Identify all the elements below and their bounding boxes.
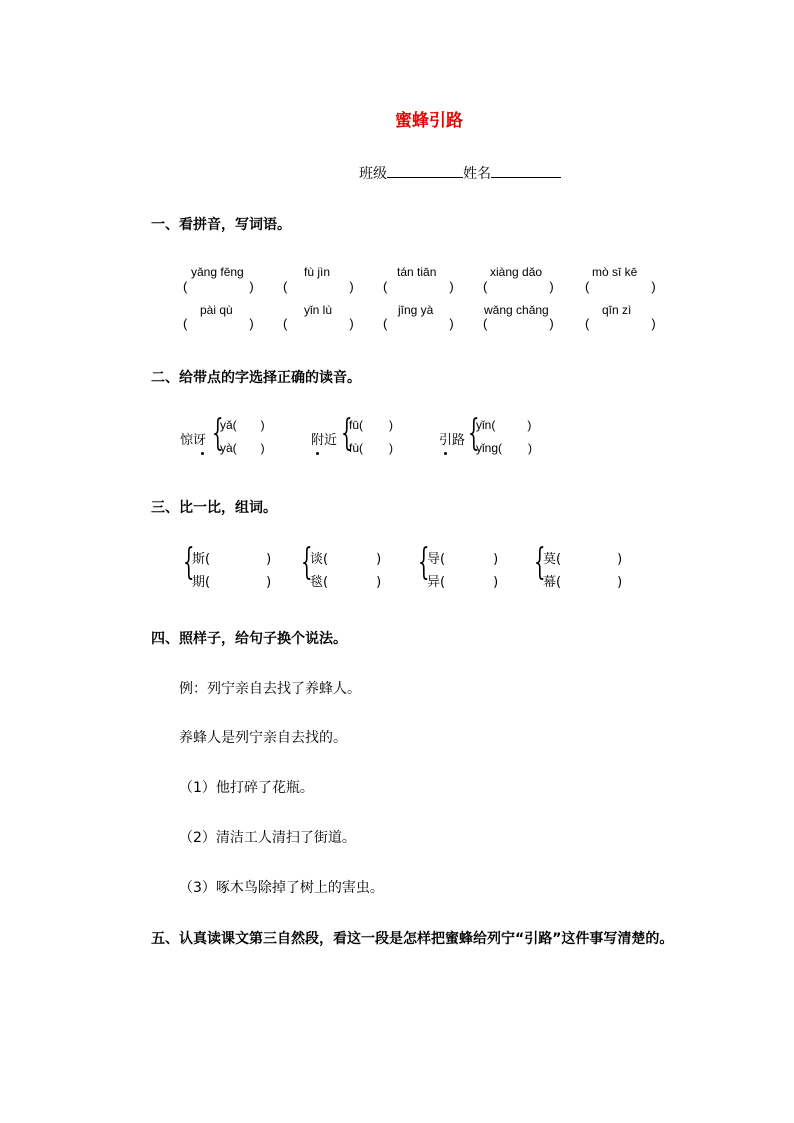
brace-icon: { [301, 542, 313, 583]
brace-icon: { [183, 542, 195, 583]
brace-icon: { [468, 413, 480, 454]
name-blank[interactable] [491, 164, 561, 178]
pinyin-1-5: mò sī kē [592, 265, 638, 279]
class-blank[interactable] [387, 164, 463, 178]
brace-icon: { [212, 413, 224, 454]
answer-paren-1-5[interactable]: ( ) [585, 279, 656, 294]
pinyin-2-3: jīng yà [398, 303, 434, 317]
reading-option-1a[interactable]: yǎ( ) [220, 418, 265, 432]
reading-option-2a[interactable]: fū( ) [349, 418, 394, 432]
pinyin-2-1: pài qù [200, 303, 233, 317]
answer-paren-1-1[interactable]: ( ) [183, 279, 254, 294]
pinyin-2-2: yǐn lù [304, 303, 333, 317]
emphasis-dot-1 [201, 452, 204, 455]
section-2-heading: 二、给带点的字选择正确的读音。 [151, 370, 361, 386]
reading-option-3b[interactable]: yǐng( ) [476, 441, 533, 455]
name-bar [359, 163, 561, 183]
brace-icon: { [341, 413, 353, 454]
name-label: 姓名 [463, 166, 491, 182]
answer-paren-1-3[interactable]: ( ) [383, 279, 454, 294]
pinyin-1-3: tán tiān [397, 265, 437, 279]
answer-paren-1-4[interactable]: ( ) [483, 279, 554, 294]
section-1-heading: 一、看拼音，写词语。 [151, 217, 291, 233]
answer-paren-2-4[interactable]: ( ) [483, 316, 554, 331]
example-rewrite: 养蜂人是列宁亲自去找的。 [179, 730, 347, 746]
pinyin-2-5: qīn zì [602, 303, 632, 317]
compare-3b[interactable]: 异( ) [427, 575, 499, 590]
answer-paren-2-2[interactable]: ( ) [283, 316, 354, 331]
brace-icon: { [418, 542, 430, 583]
compare-4a[interactable]: 莫( ) [543, 552, 623, 567]
compare-4b[interactable]: 幕( ) [543, 575, 623, 590]
class-label: 班级 [359, 166, 387, 182]
reading-option-3a[interactable]: yǐn( ) [476, 418, 532, 432]
example-sentence: 例：列宁亲自去找了养蜂人。 [179, 681, 361, 697]
compare-2a[interactable]: 谈( ) [310, 552, 382, 567]
exercise-item-1: （1）他打碎了花瓶。 [179, 780, 314, 796]
pinyin-1-2: fù jìn [304, 265, 331, 279]
pinyin-1-4: xiàng dǎo [490, 265, 543, 279]
exercise-item-2: （2）清洁工人清扫了街道。 [179, 830, 356, 846]
section-4-heading: 四、照样子，给句子换个说法。 [151, 631, 347, 647]
pinyin-2-4: wǎng chǎng [484, 303, 549, 317]
section-5-heading: 五、认真读课文第三自然段，看这一段是怎样把蜜蜂给列宁“引路”这件事写清楚的。 [151, 931, 674, 947]
exercise-item-3: （3）啄木鸟除掉了树上的害虫。 [179, 880, 384, 896]
emphasis-dot-3 [444, 452, 447, 455]
reading-word-3: 引路 [439, 433, 466, 448]
compare-3a[interactable]: 导( ) [427, 552, 499, 567]
reading-option-2b[interactable]: fù( ) [349, 441, 394, 455]
compare-2b[interactable]: 毯( ) [310, 575, 382, 590]
brace-icon: { [534, 542, 546, 583]
reading-word-2: 附近 [311, 433, 338, 448]
section-3-heading: 三、比一比，组词。 [151, 500, 277, 516]
emphasis-dot-2 [316, 452, 319, 455]
reading-word-1: 惊讶 [180, 433, 207, 448]
pinyin-1-1: yǎng fēng [191, 265, 244, 279]
compare-1b[interactable]: 期( ) [192, 575, 272, 590]
answer-paren-2-1[interactable]: ( ) [183, 316, 254, 331]
compare-1a[interactable]: 斯( ) [192, 552, 272, 567]
answer-paren-2-5[interactable]: ( ) [585, 316, 656, 331]
reading-option-1b[interactable]: yà( ) [220, 441, 265, 455]
answer-paren-2-3[interactable]: ( ) [383, 316, 454, 331]
answer-paren-1-2[interactable]: ( ) [283, 279, 354, 294]
page-title: 蜜蜂引路 [395, 111, 463, 131]
